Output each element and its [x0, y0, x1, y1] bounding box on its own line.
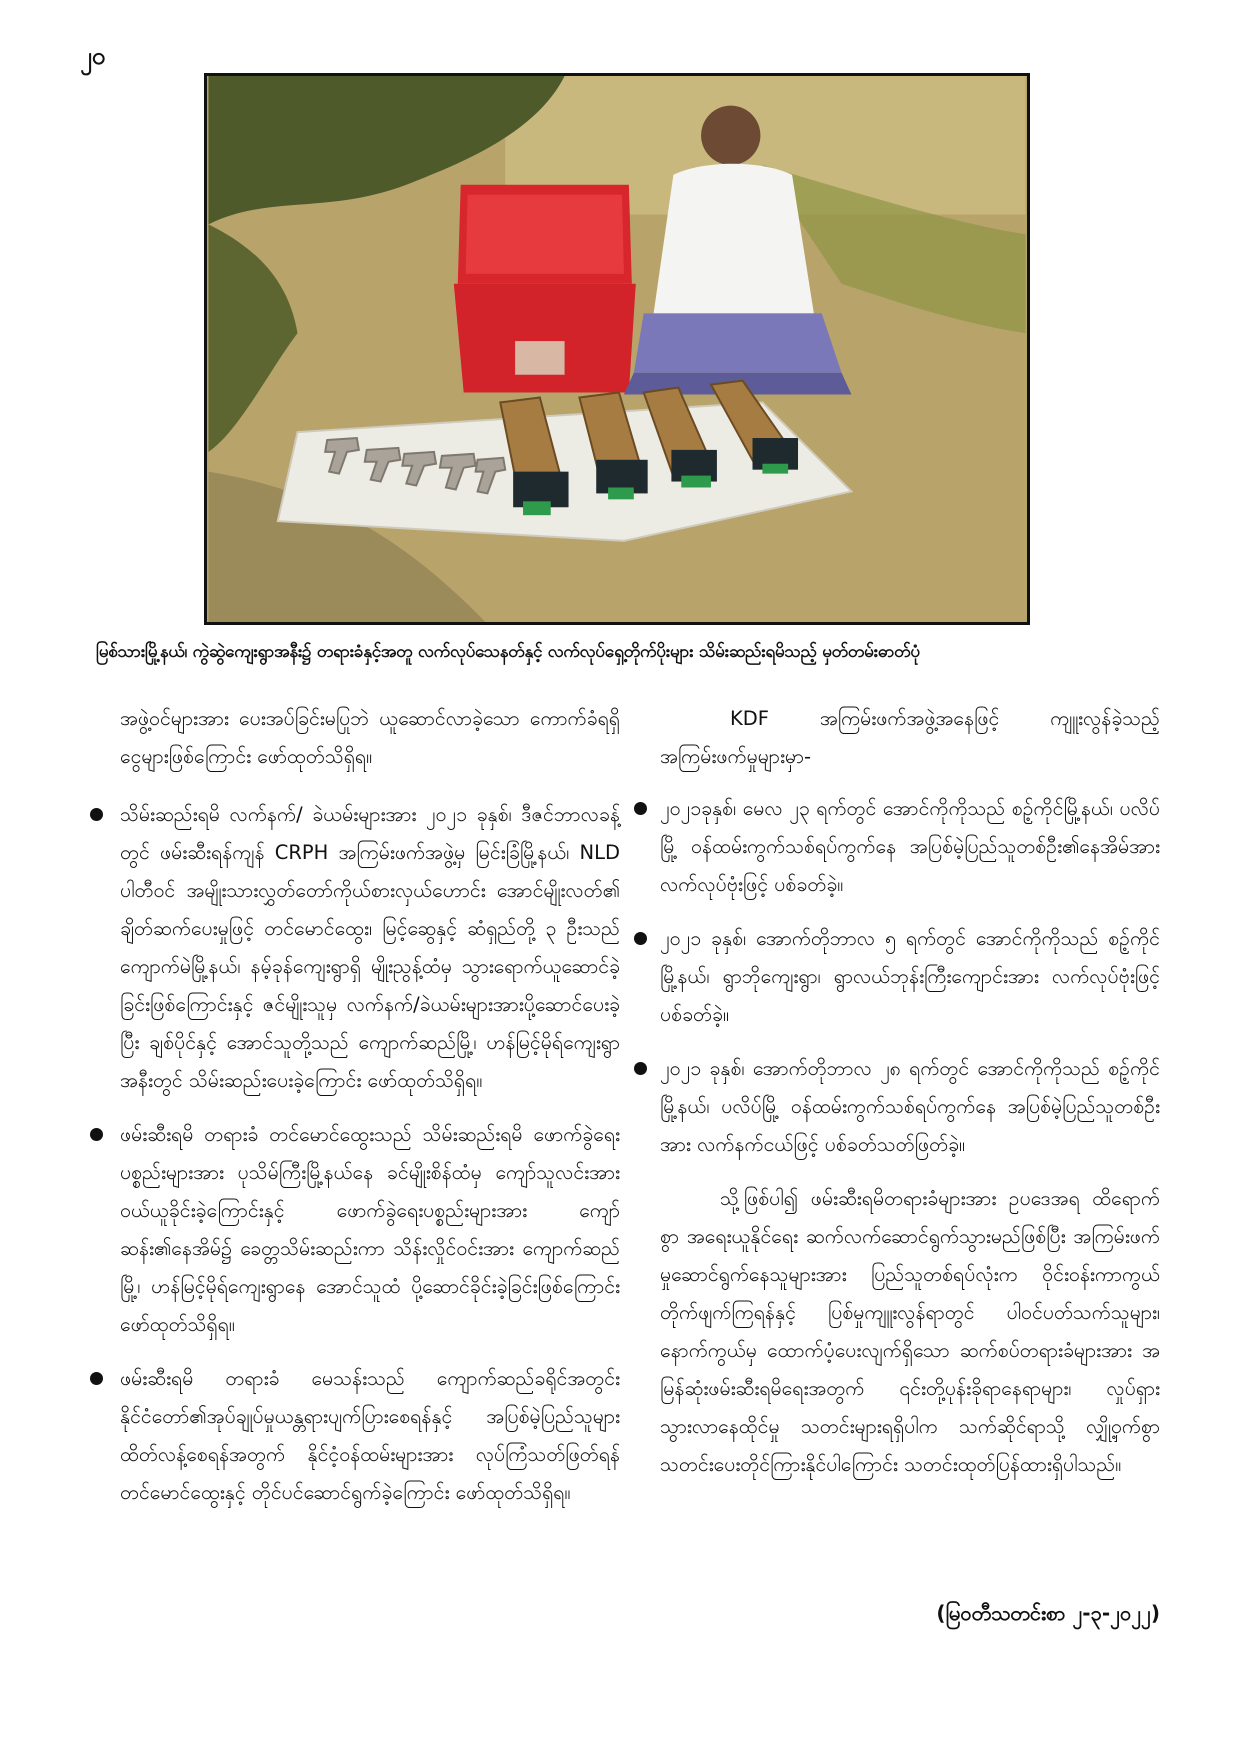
list-item: [660, 1050, 1160, 1164]
photo-caption: မြစ်သားမြို့နယ်၊ ကွဲဆွဲကျေးရွာအနီး၌ တရားခံနှင့်အတူ လက်လုပ်သေနတ်နှင့် လက်လုပ်ရှေ့တိုက်ပိုးများ သိမ်းဆည်းရမိသည့် မှတ်တမ်းဓာတ်ပုံ: [96, 642, 920, 662]
left-bullet-list: [120, 796, 620, 1512]
photo-confiscated-items-icon: [207, 76, 1027, 622]
right-column: [660, 700, 1160, 1504]
closing-paragraph: သို့ဖြစ်ပါ၍ ဖမ်းဆီးရမိတရားခံများအား ဥပဒေအရ ထိရောက်စွာ အရေးယူနိုင်ရေး ဆက်လက်ဆောင်ရွက်သွားမည်ဖြစ်ပြီး အကြမ်းဖက်မှုဆောင်ရွက်နေသူများအား ပြည်သူတစ်ရပ်လုံးက ဝိုင်းဝန်းကာကွယ်တိုက်ဖျက်ကြရန်နှင့် ပြစ်မှုကျူးလွန်ရာတွင် ပါဝင်ပတ်သက်သူများ၊ နောက်ကွယ်မှ ထောက်ပံ့ပေးလျက်ရှိသော ဆက်စပ်တရားခံများအား အမြန်ဆုံးဖမ်းဆီးရမိရေးအတွက် ၎င်းတို့ပုန်းခိုရာနေရာများ၊ လှုပ်ရှားသွားလာနေထိုင်မှု သတင်းများရရှိပါက သက်ဆိုင်ရာသို့ လျှို့ဝှက်စွာ သတင်းပေးတိုင်ကြားနိုင်ပါကြောင်း သတင်းထုတ်ပြန်ထားရှိပါသည်။: [660, 1187, 1160, 1476]
list-item: [120, 796, 620, 1100]
right-bullet-list: [660, 790, 1160, 1164]
left-column: [120, 700, 620, 1528]
bullet-icon: [634, 932, 647, 945]
list-item: [120, 1360, 620, 1512]
bullet-icon: [90, 808, 103, 821]
bullet-icon: [90, 1372, 103, 1385]
list-item: [120, 1116, 620, 1344]
bullet-icon: [634, 1062, 647, 1075]
list-item-text: သိမ်းဆည်းရမိ လက်နက်/ ခဲယမ်းများအား ၂၀၂၁ ခုနှစ်၊ ဒီဇင်ဘာလခန့်တွင် ဖမ်းဆီးရန်ကျန် CRPH အကြမ်းဖက်အဖွဲ့မှ မြင်းခြံမြို့နယ်၊ NLD ပါတီဝင် အမျိုးသားလွှတ်တော်ကိုယ်စားလှယ်ဟောင်း အောင်မျိုးလတ်၏ ချိတ်ဆက်ပေးမှုဖြင့် တင်မောင်ထွေး၊ မြင့်ဆွေနှင့် ဆံရှည်တို့ ၃ ဦးသည် ကျောက်မဲမြို့နယ်၊ နမ့်ခုန်ကျေးရွာရှိ မျိုးညွန့်ထံမှ သွားရောက်ယူဆောင်ခဲ့ခြင်းဖြစ်ကြောင်းနှင့် ဇင်မျိုးသူမှ လက်နက်/ခဲယမ်းများအားပို့ဆောင်ပေးခဲ့ပြီး ချစ်ပိုင်နှင့် အောင်သူတို့သည် ကျောက်ဆည်မြို့၊ ဟန်မြင့်မိုရ်ကျေးရွာအနီးတွင် သိမ်းဆည်းပေးခဲ့ကြောင်း ဖော်ထုတ်သိရှိရ။: [120, 803, 620, 1092]
photo-confiscated-items: [204, 73, 1030, 625]
bullet-icon: [90, 1128, 103, 1141]
list-item-text: ဖမ်းဆီးရမိ တရားခံ တင်မောင်ထွေးသည် သိမ်းဆည်းရမိ ဖောက်ခွဲရေးပစ္စည်းများအား ပုသိမ်ကြီးမြို့နယ်နေ ခင်မျိုးစိန်ထံမှ ကျော်သူလင်းအား ဝယ်ယူခိုင်းခဲ့ကြောင်းနှင့် ဖောက်ခွဲရေးပစ္စည်းများအား ကျော်ဆန်း၏နေအိမ်၌ ခေတ္တသိမ်းဆည်းကာ သိန်းလှိုင်ဝင်းအား ကျောက်ဆည်မြို့၊ ဟန်မြင့်မိုရ်ကျေးရွာနေ အောင်သူထံ ပို့ဆောင်ခိုင်းခဲ့ခြင်းဖြစ်ကြောင်း ဖော်ထုတ်သိရှိရ။: [120, 1123, 620, 1336]
list-item: [660, 790, 1160, 904]
source-citation: (မြဝတီသတင်းစာ ၂-၃-၂၀၂၂): [936, 1601, 1160, 1625]
left-intro-paragraph: အဖွဲ့ဝင်များအား ပေးအပ်ခြင်းမပြုဘဲ ယူဆောင်လာခဲ့သော ကောက်ခံရရှိငွေများဖြစ်ကြောင်း ဖော်ထုတ်သိရှိရ။: [120, 707, 620, 768]
list-item: [660, 920, 1160, 1034]
page-number: ၂၀: [80, 42, 106, 70]
bullet-icon: [634, 802, 647, 815]
list-item-text: ၂၀၂၁ခုနှစ်၊ မေလ ၂၃ ရက်တွင် အောင်ကိုကိုသည် စဉ့်ကိုင်မြို့နယ်၊ ပလိပ်မြို့ ဝန်ထမ်းကွက်သစ်ရပ်ကွက်နေ အပြစ်မဲ့ပြည်သူတစ်ဦး၏နေအိမ်အား လက်လုပ်ဗုံးဖြင့် ပစ်ခတ်ခဲ့။: [660, 797, 1160, 896]
right-heading: KDF အကြမ်းဖက်အဖွဲ့အနေဖြင့် ကျူးလွန်ခဲ့သည့် အကြမ်းဖက်မှုများမှာ-: [660, 707, 1160, 768]
list-item-text: ၂၀၂၁ ခုနှစ်၊ အောက်တိုဘာလ ၅ ရက်တွင် အောင်ကိုကိုသည် စဉ့်ကိုင်မြို့နယ်၊ ရွာဘိုကျေးရွာ၊ ရွာလယ်ဘုန်းကြီးကျောင်းအား လက်လုပ်ဗုံးဖြင့် ပစ်ခတ်ခဲ့။: [660, 927, 1160, 1026]
list-item-text: ဖမ်းဆီးရမိ တရားခံ မေသန်းသည် ကျောက်ဆည်ခရိုင်အတွင်း နိုင်ငံတော်၏အုပ်ချုပ်မှုယန္တရားပျက်ပြားစေရန်နှင့် အပြစ်မဲ့ပြည်သူများ ထိတ်လန့်စေရန်အတွက် နိုင်ငံ့ဝန်ထမ်းများအား လုပ်ကြံသတ်ဖြတ်ရန် တင်မောင်ထွေးနှင့် တိုင်ပင်ဆောင်ရွက်ခဲ့ကြောင်း ဖော်ထုတ်သိရှိရ။: [120, 1367, 620, 1504]
list-item-text: ၂၀၂၁ ခုနှစ်၊ အောက်တိုဘာလ ၂၈ ရက်တွင် အောင်ကိုကိုသည် စဉ့်ကိုင်မြို့နယ်၊ ပလိပ်မြို့ ဝန်ထမ်းကွက်သစ်ရပ်ကွက်နေ အပြစ်မဲ့ပြည်သူတစ်ဦးအား လက်နက်ငယ်ဖြင့် ပစ်ခတ်သတ်ဖြတ်ခဲ့။: [660, 1057, 1160, 1156]
